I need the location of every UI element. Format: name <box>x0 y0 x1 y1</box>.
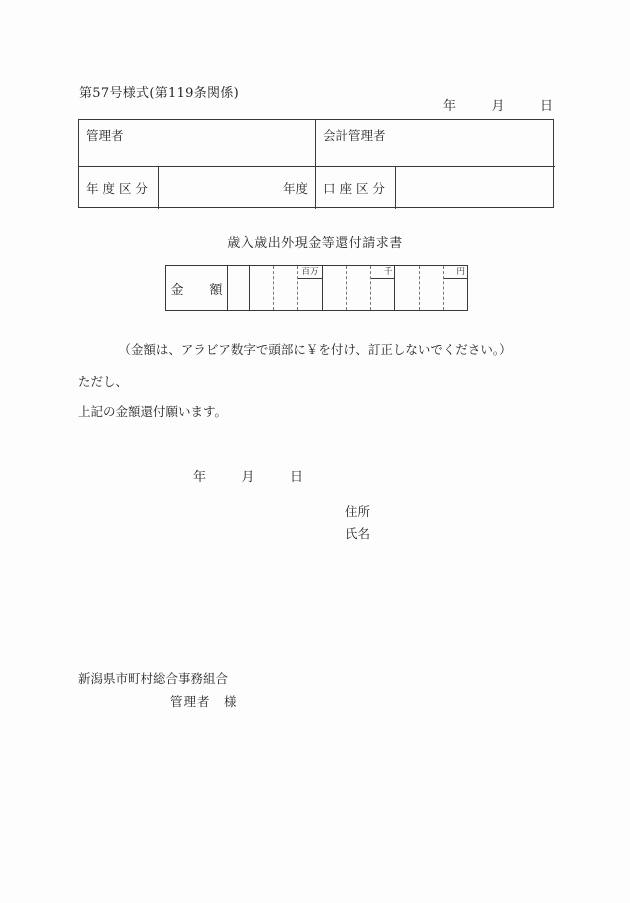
account-category-label: 口 座 区 分 <box>323 181 385 196</box>
unit-million-label: 百万 <box>298 266 321 279</box>
amount-digit-cell <box>346 266 370 310</box>
accounting-manager-cell <box>316 120 555 167</box>
date-top-month-label: 月 <box>491 99 505 114</box>
amount-digit-cell <box>273 266 297 310</box>
unit-thousand-label: 千 <box>371 266 394 279</box>
amount-digit-cell <box>443 266 467 310</box>
fiscal-year-category-cell <box>79 167 159 209</box>
date-top-day-label: 日 <box>539 99 553 114</box>
amount-table <box>165 265 468 311</box>
amount-digit-cell <box>370 266 394 310</box>
amount-label: 金 額 <box>170 282 223 298</box>
amount-digit-group-millions <box>250 266 323 310</box>
fiscal-year-value-cell <box>159 167 316 209</box>
name-label: 氏名 <box>345 526 371 541</box>
date-top-year-label: 年 <box>443 99 457 114</box>
document-title: 歳入歳出外現金等還付請求書 <box>227 236 403 251</box>
date-line-signature <box>193 466 303 485</box>
accounting-manager-label: 会計管理者 <box>323 128 386 143</box>
date-mid-day-label: 日 <box>289 470 303 485</box>
address-label: 住所 <box>345 504 371 519</box>
date-mid-year-label: 年 <box>193 470 207 485</box>
amount-digit-cell <box>323 266 346 310</box>
amount-label-cell <box>166 266 228 310</box>
fiscal-year-suffix-label: 年度 <box>282 181 308 196</box>
account-value-cell <box>396 167 555 209</box>
fiscal-year-category-label: 年 度 区 分 <box>86 181 148 196</box>
amount-digit-group-thousands <box>323 266 396 310</box>
date-line-top <box>443 95 553 114</box>
account-category-cell <box>316 167 396 209</box>
date-mid-month-label: 月 <box>241 470 255 485</box>
admin-table <box>78 119 554 208</box>
amount-note: （金額は、アラビア数字で頭部に￥を付け、訂正しないでください。） <box>118 342 512 357</box>
amount-digit-cell-leading <box>228 266 250 310</box>
unit-yen-label: 円 <box>444 266 467 279</box>
proviso-text: ただし、 <box>78 374 129 389</box>
amount-digit-cell <box>297 266 321 310</box>
manager-cell <box>79 120 316 167</box>
request-text: 上記の金額還付願います。 <box>78 404 228 419</box>
amount-digit-cell <box>250 266 273 310</box>
organization-name: 新潟県市町村総合事務組合 <box>78 671 229 686</box>
amount-digit-cell <box>395 266 418 310</box>
amount-digit-group-yen <box>395 266 467 310</box>
amount-digit-cell <box>419 266 443 310</box>
form-number: 第57号様式(第119条関係) <box>79 86 239 101</box>
addressee-title: 管理者 様 <box>170 694 238 709</box>
manager-label: 管理者 <box>86 128 124 143</box>
